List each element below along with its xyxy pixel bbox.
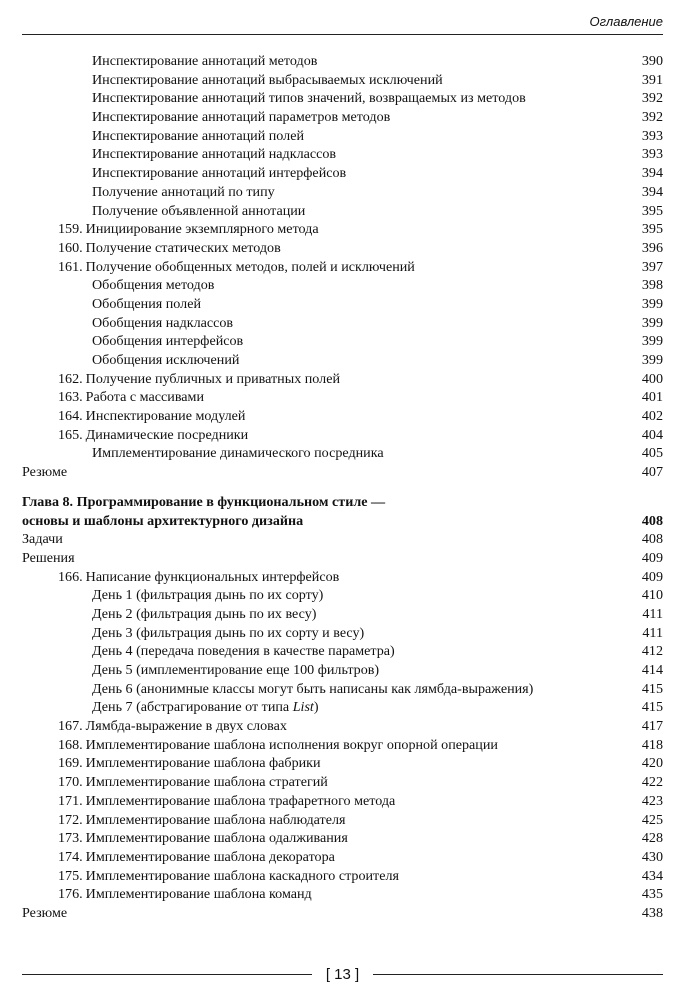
toc-entry-label: Имплементирование шаблона декоратора [85, 848, 335, 865]
toc-entry-number: 170. [58, 774, 83, 791]
toc-entry-label: Обобщения полей [92, 295, 201, 312]
toc-entry[interactable] [22, 568, 663, 587]
toc-entry-number: 172. [58, 811, 83, 828]
toc-entry-label: Имплементирование шаблона исполнения вокруг опорной операции [85, 736, 498, 753]
toc-entry-number: 175. [58, 867, 83, 884]
toc-entry-label: Имплементирование шаблона одалживания [85, 830, 348, 847]
toc-entry-page: 409 [641, 568, 663, 585]
header-title: Оглавление [589, 14, 663, 29]
toc-entry-page: 409 [641, 549, 663, 566]
toc-entry[interactable] [22, 145, 663, 164]
toc-entry-label: Имплементирование шаблона фабрики [85, 755, 321, 772]
toc-entry[interactable] [22, 71, 663, 90]
toc-entry-label: Резюме [22, 904, 68, 921]
footer-rule-left [22, 974, 312, 975]
toc-entry[interactable] [22, 202, 663, 221]
toc-entry[interactable] [22, 370, 663, 389]
toc-entry[interactable] [22, 773, 663, 792]
toc-entry-page: 399 [641, 352, 663, 368]
toc-entry-page: 397 [641, 258, 663, 275]
toc-entry-label: Имплементирование шаблона наблюдателя [85, 811, 346, 828]
toc-entry[interactable] [22, 127, 663, 146]
toc-entry-number: 159. [58, 221, 83, 238]
chapter-heading-line2: основы и шаблоны архитектурного дизайна [22, 512, 304, 529]
toc-entry-page: 410 [641, 587, 663, 604]
toc-entry[interactable] [22, 295, 663, 314]
toc-entry-label: День 5 (имплементирование еще 100 фильтров) [92, 662, 380, 678]
toc-entry-label: Обобщения интерфейсов [92, 333, 244, 350]
toc-entry-label: Работа с массивами [85, 389, 205, 406]
table-of-contents [22, 52, 663, 923]
toc-entry[interactable] [22, 867, 663, 886]
toc-entry[interactable] [22, 586, 663, 605]
toc-entry-label: Обобщения исключений [92, 352, 240, 368]
toc-entry[interactable] [22, 52, 663, 71]
chapter-page-number: 408 [641, 512, 663, 529]
page-number: [ 13 ] [325, 965, 360, 983]
toc-entry[interactable] [22, 108, 663, 127]
toc-entry-page: 407 [641, 464, 663, 481]
toc-entry[interactable] [22, 164, 663, 183]
toc-entry[interactable] [22, 463, 663, 482]
toc-entry-label: День 6 (анонимные классы могут быть написаны как лямбда-выражения) [92, 680, 534, 697]
toc-entry-number: 162. [58, 370, 83, 387]
toc-entry-page: 438 [641, 904, 663, 921]
toc-entry[interactable] [22, 314, 663, 333]
toc-entry[interactable] [22, 680, 663, 699]
toc-entry-page: 411 [642, 624, 663, 641]
toc-entry[interactable] [22, 220, 663, 239]
toc-entry[interactable] [22, 258, 663, 277]
toc-entry-page: 428 [641, 830, 663, 847]
toc-entry-label: Решения [22, 549, 75, 566]
toc-entry[interactable] [22, 661, 663, 680]
toc-entry-label: Получение обобщенных методов, полей и исключений [85, 258, 415, 275]
toc-entry-label: Написание функциональных интерфейсов [85, 568, 340, 585]
toc-entry[interactable] [22, 829, 663, 848]
toc-entry-label: Задачи [22, 531, 63, 548]
toc-entry-number: 174. [58, 848, 83, 865]
toc-entry[interactable] [22, 426, 663, 445]
toc-entry[interactable] [22, 754, 663, 773]
running-header [22, 12, 663, 35]
toc-entry-label: Инспектирование аннотаций выбрасываемых исключений [92, 71, 443, 88]
toc-entry[interactable] [22, 239, 663, 258]
toc-entry-label: День 3 (фильтрация дынь по их сорту и весу) [92, 624, 365, 641]
toc-entry-label: Инспектирование аннотаций типов значений, возвращаемых из методов [92, 90, 526, 107]
toc-entry-page: 425 [641, 811, 663, 828]
toc-entry-label: Обобщения методов [92, 277, 215, 294]
toc-entry-page: 393 [641, 127, 663, 144]
toc-entry-page: 394 [641, 183, 663, 200]
toc-entry[interactable] [22, 549, 663, 568]
toc-entry-label: Получение объявленной аннотации [92, 202, 306, 219]
toc-entry-page: 402 [641, 408, 663, 425]
toc-entry-label: День 2 (фильтрация дынь по их весу) [92, 605, 317, 622]
toc-entry-page: 405 [641, 445, 663, 462]
toc-entry-page: 400 [641, 370, 663, 387]
toc-entry[interactable] [22, 736, 663, 755]
toc-entry-label: Инспектирование аннотаций методов [92, 53, 318, 69]
toc-entry[interactable] [22, 351, 663, 370]
toc-entry-page: 420 [641, 755, 663, 772]
toc-entry[interactable] [22, 717, 663, 736]
toc-entry[interactable] [22, 624, 663, 643]
toc-entry-page: 411 [642, 605, 663, 622]
toc-entry-page: 422 [641, 774, 663, 791]
toc-entry[interactable] [22, 904, 663, 923]
toc-entry-page: 394 [641, 165, 663, 182]
toc-entry-page: 392 [641, 90, 663, 107]
footer-rule-right [373, 974, 663, 975]
chapter-heading-line1[interactable]: Глава 8. Программирование в функциональном стиле — [22, 493, 386, 510]
toc-entry-page: 423 [641, 792, 663, 809]
toc-entry-page: 430 [641, 848, 663, 865]
toc-entry[interactable] [22, 407, 663, 426]
toc-entry-page: 396 [641, 239, 663, 256]
chapter-heading-entry[interactable] [22, 512, 663, 531]
toc-entry-page: 415 [641, 699, 663, 716]
toc-entry-label: Обобщения надклассов [92, 314, 234, 331]
toc-entry-label: Резюме [22, 464, 68, 481]
toc-entry[interactable] [22, 444, 663, 463]
toc-entry-label: Имплементирование шаблона стратегий [85, 774, 328, 791]
toc-entry[interactable] [22, 183, 663, 202]
toc-entry-number: 171. [58, 792, 83, 809]
toc-entry-page: 392 [641, 109, 663, 126]
toc-entry-page: 412 [641, 643, 663, 660]
toc-entry[interactable] [22, 605, 663, 624]
toc-entry-label: Лямбда-выражение в двух словах [85, 718, 287, 735]
toc-entry-page: 391 [641, 71, 663, 88]
page-footer [22, 962, 663, 986]
toc-entry-page: 404 [641, 426, 663, 443]
toc-entry-number: 163. [58, 389, 83, 406]
toc-entry-page: 408 [641, 531, 663, 548]
toc-entry-label: Инспектирование аннотаций параметров методов [92, 109, 391, 126]
toc-entry[interactable] [22, 885, 663, 904]
toc-entry-page: 415 [641, 680, 663, 697]
toc-entry-page: 399 [641, 295, 663, 312]
toc-entry[interactable] [22, 530, 663, 549]
toc-entry-page: 414 [641, 662, 663, 678]
toc-entry-label: Инспектирование аннотаций интерфейсов [92, 165, 347, 182]
toc-entry-page: 390 [641, 53, 663, 69]
toc-section-1 [22, 52, 663, 482]
toc-entry-number: 168. [58, 736, 83, 753]
toc-entry-page: 434 [641, 867, 663, 884]
toc-entry-label: Получение статических методов [85, 239, 281, 256]
toc-entry-page: 399 [641, 314, 663, 331]
toc-entry-number: 167. [58, 718, 83, 735]
toc-entry-label: Получение публичных и приватных полей [85, 370, 340, 387]
toc-entry-label: Динамические посредники [85, 426, 249, 443]
toc-entry[interactable] [22, 848, 663, 867]
toc-entry-label: День 4 (передача поведения в качестве параметра) [92, 643, 395, 660]
toc-entry[interactable] [22, 332, 663, 351]
toc-entry-page: 401 [641, 389, 663, 406]
toc-entry-label: Имплементирование динамического посредника [92, 445, 384, 462]
toc-entry-number: 169. [58, 755, 83, 772]
toc-entry-label: День 7 (абстрагирование от типа List) [92, 699, 319, 716]
toc-entry-number: 164. [58, 408, 83, 425]
toc-entry-label: Инспектирование модулей [85, 408, 246, 425]
toc-entry-number: 166. [58, 568, 83, 585]
toc-entry-label: Имплементирование шаблона команд [85, 886, 312, 903]
toc-entry-label: Имплементирование шаблона трафаретного метода [85, 792, 396, 809]
toc-entry-page: 395 [641, 221, 663, 238]
toc-entry[interactable] [22, 276, 663, 295]
toc-entry-number: 161. [58, 258, 83, 275]
toc-entry-number: 165. [58, 426, 83, 443]
toc-entry-number: 160. [58, 239, 83, 256]
toc-entry-label: Инициирование экземплярного метода [85, 221, 319, 238]
spacer [22, 482, 663, 493]
toc-entry-page: 393 [641, 146, 663, 163]
toc-entry-page: 417 [641, 718, 663, 735]
toc-entry-label: Получение аннотаций по типу [92, 183, 275, 200]
toc-entry-page: 398 [641, 277, 663, 294]
toc-entry[interactable] [22, 388, 663, 407]
toc-entry-number: 173. [58, 830, 83, 847]
toc-entry[interactable] [22, 642, 663, 661]
toc-entry-label: День 1 (фильтрация дынь по их сорту) [92, 587, 324, 604]
toc-entry[interactable] [22, 698, 663, 717]
toc-entry-label: Имплементирование шаблона каскадного строителя [85, 867, 399, 884]
toc-section-2 [22, 530, 663, 922]
toc-entry[interactable] [22, 792, 663, 811]
toc-entry-page: 395 [641, 202, 663, 219]
toc-entry[interactable] [22, 89, 663, 108]
toc-entry-label: Инспектирование аннотаций надклассов [92, 146, 337, 163]
toc-entry-page: 418 [641, 736, 663, 753]
toc-entry-page: 399 [641, 333, 663, 350]
toc-entry-number: 176. [58, 886, 83, 903]
toc-entry-label: Инспектирование аннотаций полей [92, 127, 304, 144]
toc-entry-page: 435 [641, 886, 663, 903]
toc-entry[interactable] [22, 811, 663, 830]
